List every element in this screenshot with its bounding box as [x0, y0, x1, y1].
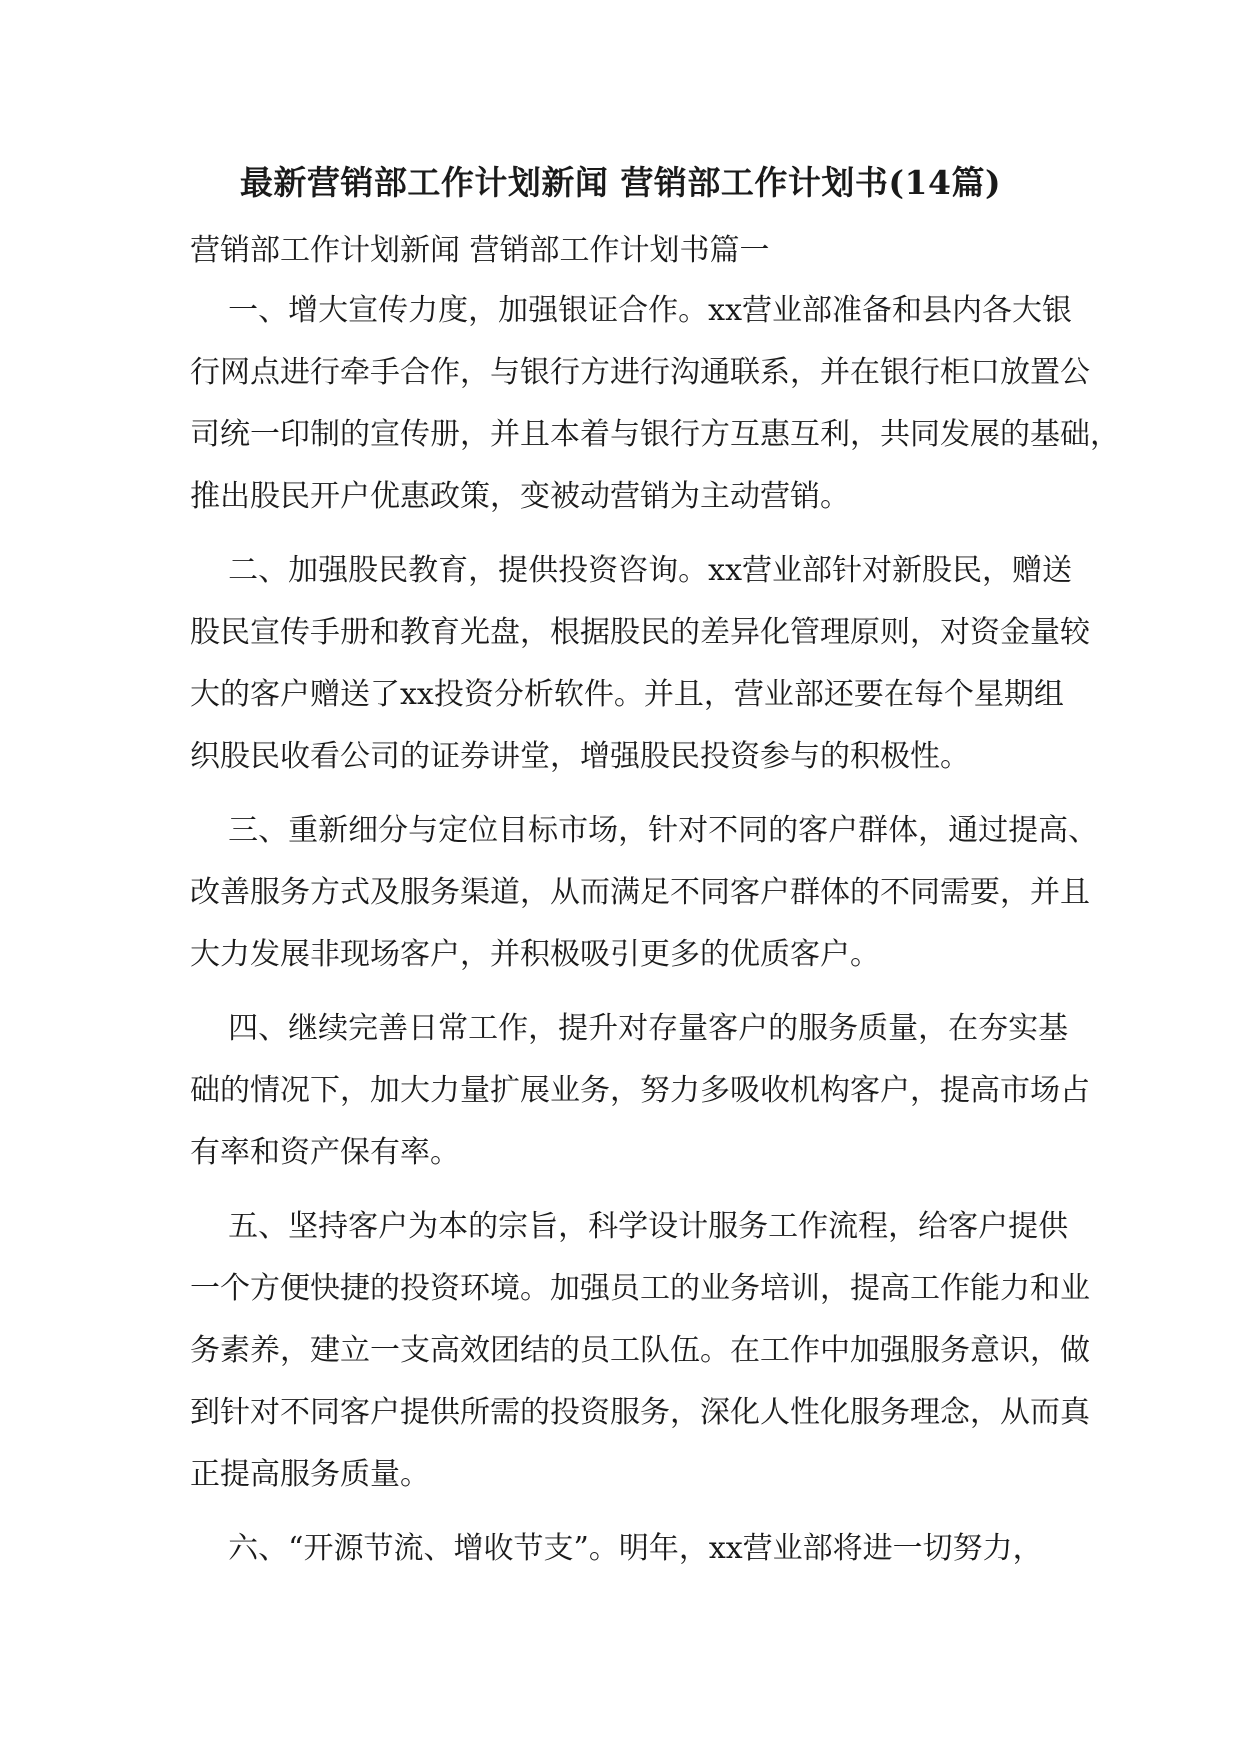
- body-line: 务素养，建立一支高效团结的员工队伍。在工作中加强服务意识，做: [190, 1333, 1090, 1368]
- body-line: 有率和资产保有率。: [190, 1135, 460, 1170]
- section-heading: 营销部工作计划新闻 营销部工作计划书篇一: [190, 233, 770, 268]
- body-line: 到针对不同客户提供所需的投资服务，深化人性化服务理念，从而真: [190, 1395, 1090, 1430]
- body-line: 推出股民开户优惠政策，变被动营销为主动营销。: [190, 479, 850, 514]
- body-line: 正提高服务质量。: [190, 1457, 430, 1492]
- body-line: 股民宣传手册和教育光盘，根据股民的差异化管理原则，对资金量较: [190, 615, 1090, 650]
- body-line: 大的客户赠送了xx投资分析软件。并且，营业部还要在每个星期组: [190, 677, 1064, 712]
- body-line: 一个方便快捷的投资环境。加强员工的业务培训，提高工作能力和业: [190, 1271, 1090, 1306]
- body-line: 五、坚持客户为本的宗旨，科学设计服务工作流程，给客户提供: [190, 1209, 1069, 1244]
- body-line: 四、继续完善日常工作，提升对存量客户的服务质量，在夯实基: [190, 1011, 1069, 1046]
- body-line: 础的情况下，加大力量扩展业务，努力多吸收机构客户，提高市场占: [190, 1073, 1090, 1108]
- body-line: 行网点进行牵手合作，与银行方进行沟通联系，并在银行柜口放置公: [190, 355, 1090, 390]
- body-line: 六、“开源节流、增收节支”。明年，xx营业部将进一切努力，: [190, 1531, 1043, 1566]
- body-line: 大力发展非现场客户，并积极吸引更多的优质客户。: [190, 937, 880, 972]
- body-line: 二、加强股民教育，提供投资咨询。xx营业部针对新股民，赠送: [190, 553, 1072, 588]
- body-line: 司统一印制的宣传册，并且本着与银行方互惠互利，共同发展的基础，: [190, 417, 1120, 452]
- body-line: 一、增大宣传力度，加强银证合作。xx营业部准备和县内各大银: [190, 293, 1072, 328]
- body-line: 改善服务方式及服务渠道，从而满足不同客户群体的不同需要，并且: [190, 875, 1090, 910]
- document-title: 最新营销部工作计划新闻 营销部工作计划书(14篇): [239, 163, 1002, 202]
- body-line: 织股民收看公司的证券讲堂，增强股民投资参与的积极性。: [190, 739, 970, 774]
- body-line: 三、重新细分与定位目标市场，针对不同的客户群体，通过提高、: [190, 813, 1099, 848]
